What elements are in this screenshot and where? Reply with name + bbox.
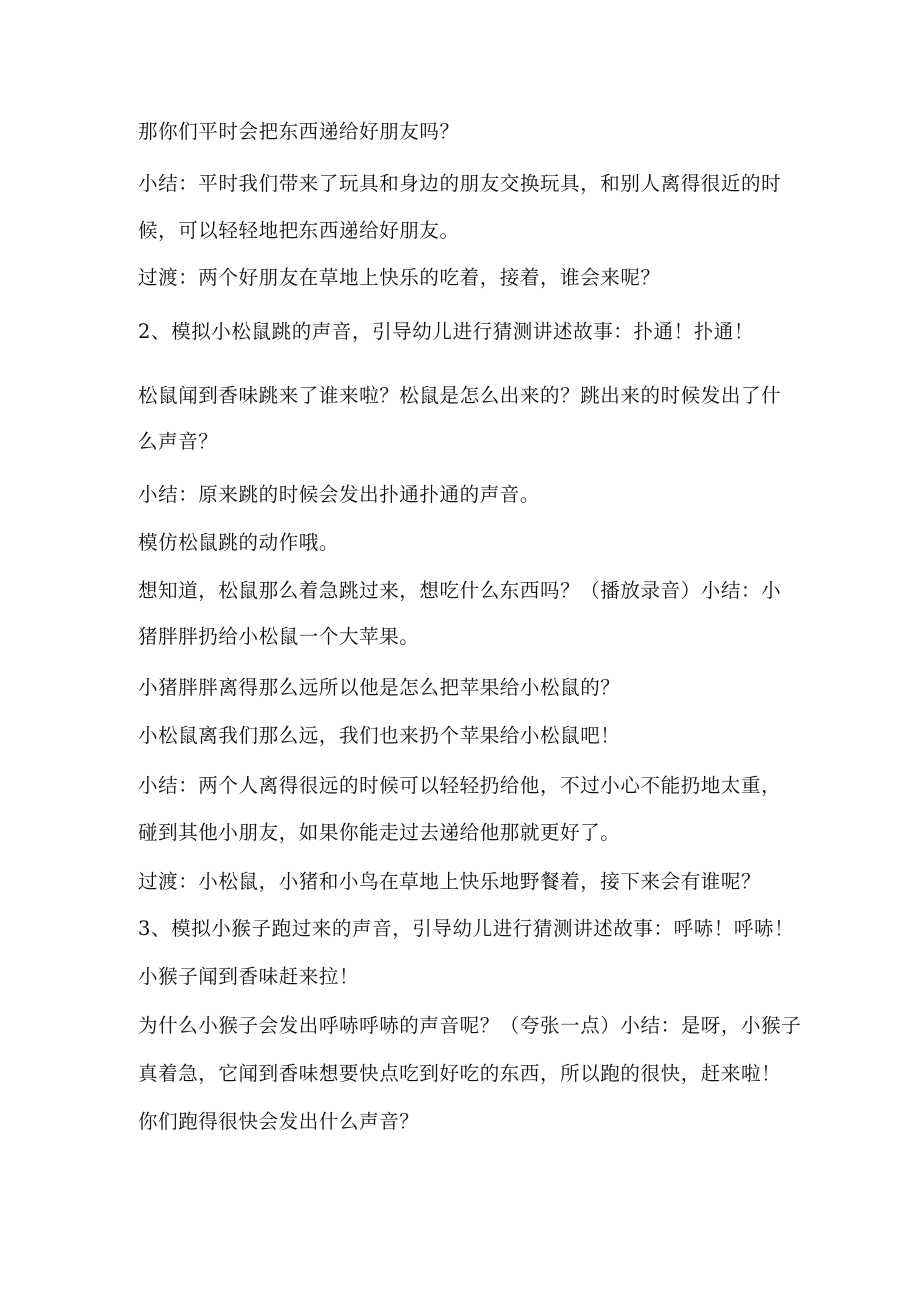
text-line: 碰到其他小朋友，如果你能走过去递给他那就更好了。 xyxy=(138,821,621,844)
text-line: 小松鼠离我们那么远，我们也来扔个苹果给小松鼠吧！ xyxy=(138,724,621,747)
text-line: 为什么小猴子会发出呼哧呼哧的声音呢？（夸张一点）小结：是呀，小猴子 xyxy=(138,1014,802,1037)
text-line: 猪胖胖扔给小松鼠一个大苹果。 xyxy=(138,625,420,648)
text-line: 真着急，它闻到香味想要快点吃到好吃的东西，所以跑的很快，赶来啦！ xyxy=(138,1062,782,1085)
text-line: 小结：原来跳的时候会发出扑通扑通的声音。 xyxy=(138,483,541,506)
text-line: 你们跑得很快会发出什么声音？ xyxy=(138,1110,420,1133)
text-line: 过渡：小松鼠，小猪和小鸟在草地上快乐地野餐着，接下来会有谁呢？ xyxy=(138,870,762,893)
text-line: 小结：两个人离得很远的时候可以轻轻扔给他，不过小心不能扔地太重， xyxy=(138,774,782,797)
text-line: 候，可以轻轻地把东西递给好朋友。 xyxy=(138,219,460,242)
section-heading-3: 3、模拟小猴子跑过来的声音，引导幼儿进行猜测讲述故事：呼哧！呼哧！ xyxy=(138,917,795,940)
text-line: 想知道，松鼠那么着急跳过来，想吃什么东西吗？（播放录音）小结：小 xyxy=(138,579,782,602)
text-line: 小猴子闻到香味赶来拉！ xyxy=(138,965,360,988)
text-line: 小猪胖胖离得那么远所以他是怎么把苹果给小松鼠的？ xyxy=(138,676,621,699)
text-line: 模仿松鼠跳的动作哦。 xyxy=(138,531,340,554)
text-line: 松鼠闻到香味跳来了谁来啦？松鼠是怎么出来的？跳出来的时候发出了什 xyxy=(138,384,782,407)
text-line: 过渡：两个好朋友在草地上快乐的吃着，接着，谁会来呢？ xyxy=(138,266,661,289)
text-line: 那你们平时会把东西递给好朋友吗？ xyxy=(138,120,460,143)
text-line: 小结：平时我们带来了玩具和身边的朋友交换玩具，和别人离得很近的时 xyxy=(138,172,782,195)
text-line: 么声音？ xyxy=(138,430,219,453)
section-heading-2: 2、模拟小松鼠跳的声音，引导幼儿进行猜测讲述故事：扑通！扑通！ xyxy=(138,320,755,343)
